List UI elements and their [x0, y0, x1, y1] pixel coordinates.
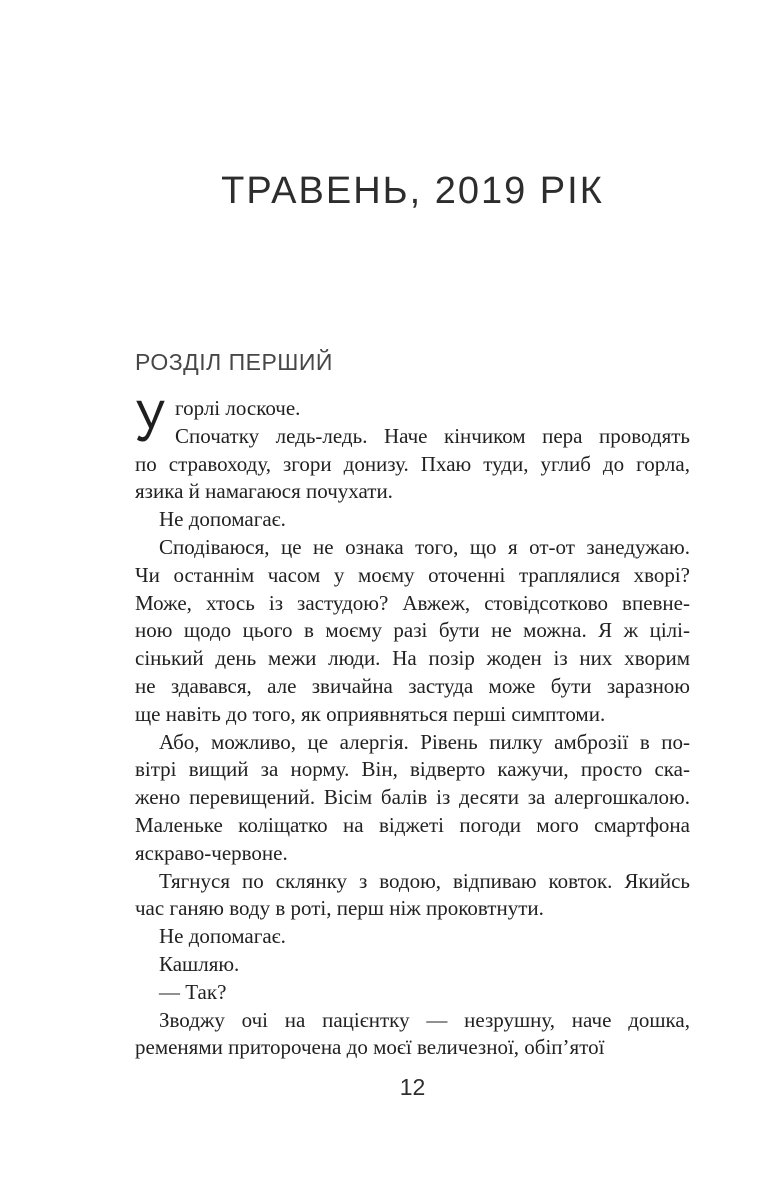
text-line: ременями приторочена до моєї величезної, обіп’ятої	[135, 1035, 605, 1060]
text-line: час ганяю воду в роті, перш ніж проковтнути.	[135, 896, 544, 921]
text-line: не здавався, але звичайна застуда може бути заразною	[135, 673, 690, 698]
text-line: Сподіваюся, це не ознака того, що я от-от занедужаю.	[159, 534, 690, 559]
text-line: Тягнуся по склянку з водою, відпиваю ковток. Якийсь	[159, 868, 690, 893]
text-line: язика й намагаюся почухати.	[135, 479, 393, 504]
text-block	[135, 389, 690, 1062]
chapter-heading: РОЗДІЛ ПЕРШИЙ	[135, 349, 333, 375]
text-line: Кашляю.	[159, 951, 240, 976]
text-line: Маленьке коліщатко на віджеті погоди мого смартфона	[135, 812, 690, 837]
text-line: сінький день межи люди. На позір жоден із них хворим	[135, 646, 690, 671]
text-line: жено перевищений. Вісім балів із десяти за алергошкалою.	[135, 785, 690, 810]
page-number: 12	[399, 1074, 426, 1100]
text-line: ною щодо цього в моєму разі бути не можна. Я ж цілі-	[135, 618, 690, 643]
dropcap-letter: У	[135, 389, 165, 454]
text-line: ще навіть до того, як оприявняться перші симптоми.	[135, 701, 606, 726]
text-line: Не допомагає.	[159, 924, 286, 949]
text-line: — Так?	[159, 979, 227, 1004]
text-line: Може, хтось із застудою? Авжеж, стовідсотково впевне-	[135, 590, 690, 615]
text-line: вітрі вищий за норму. Він, відверто кажучи, просто ска-	[135, 757, 690, 782]
text-line: яскраво-червоне.	[135, 840, 288, 865]
text-line: Зводжу очі на пацієнтку — незрушну, наче дошка,	[159, 1007, 690, 1032]
text-line: горлі лоскоче.	[175, 396, 301, 420]
text-line: Спочатку ледь-ледь. Наче кінчиком пера проводять	[175, 423, 690, 448]
text-line: Чи останнім часом у моєму оточенні траплялися хворі?	[135, 562, 690, 587]
text-line: Або, можливо, це алергія. Рівень пилку амброзії в по-	[159, 729, 690, 754]
text-line: по стравоходу, згори донизу. Пхаю туди, углиб до горла,	[135, 451, 690, 476]
text-line: Не допомагає.	[159, 507, 286, 532]
part-title: ТРАВЕНЬ, 2019 РІК	[221, 170, 604, 212]
